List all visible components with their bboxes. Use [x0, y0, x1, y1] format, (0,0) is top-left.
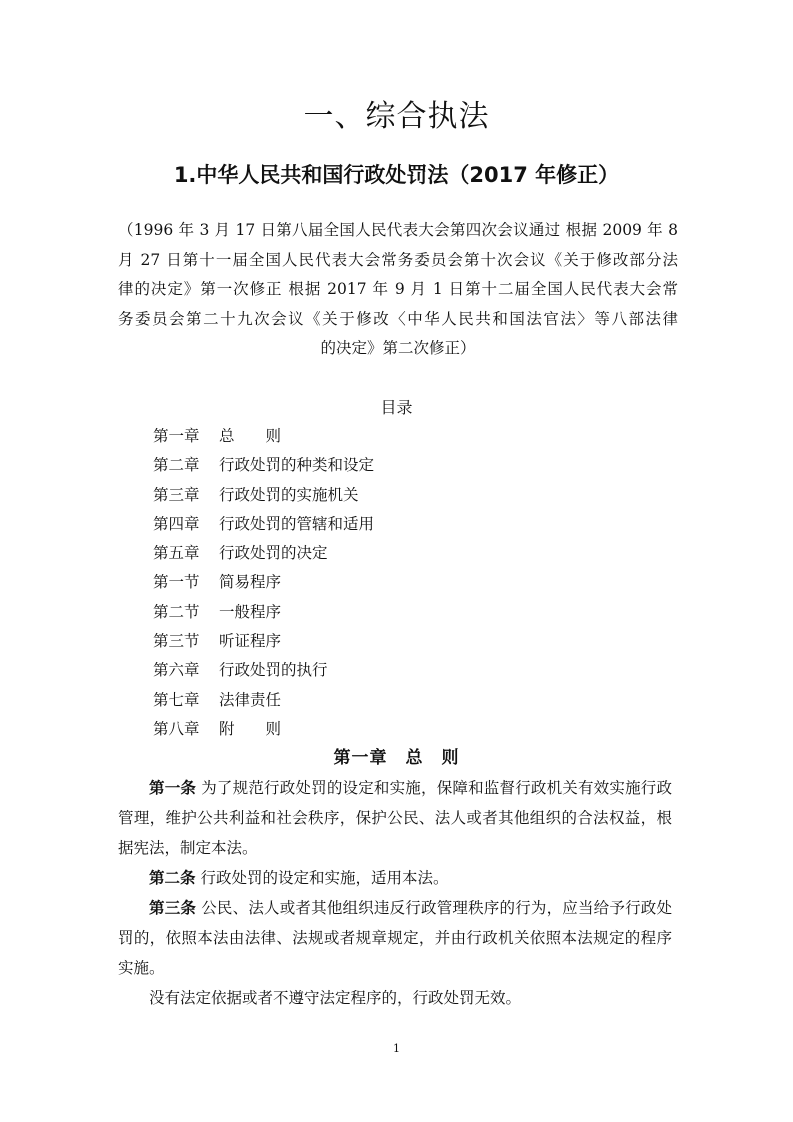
adoption-line: 的决定》第二次修正） [320, 339, 476, 357]
article-paragraph [118, 863, 672, 893]
toc-item [153, 568, 374, 597]
toc-item-number: 第一章 [153, 427, 200, 445]
article-label: 第三条 [149, 898, 197, 917]
article-text: 公民、法人或者其他组织违反行政管理秩序的行为，应当给予行政处罚的，依照本法由法律、法规或者规章规定，并由行政机关依照本法规定的程序实施。 [118, 899, 672, 977]
toc-item-name: 简易程序 [219, 573, 282, 592]
toc-item-number: 第五章 [153, 544, 200, 563]
toc-item-number: 第七章 [153, 690, 200, 709]
toc-item-name: 行政处罚的决定 [219, 544, 328, 563]
toc-item-number: 第一节 [153, 573, 200, 592]
law-title: 1.中华人民共和国行政处罚法（2017 年修正） [173, 163, 620, 187]
toc-item-number: 第八章 [153, 719, 200, 738]
toc-item [153, 422, 374, 451]
article-paragraph [118, 773, 672, 863]
toc-item-name: 听证程序 [219, 632, 282, 651]
adoption-note [118, 216, 678, 364]
section-heading: 一、综合执法 [303, 99, 490, 134]
article-paragraph [118, 983, 672, 1013]
toc-item-number: 第三章 [153, 485, 200, 504]
page-number: 1 [393, 1042, 400, 1055]
toc-item-name: 行政处罚的实施机关 [219, 485, 359, 504]
toc-item [153, 481, 374, 510]
toc-item [153, 627, 374, 656]
toc-item-name: 法律责任 [219, 690, 282, 709]
toc-item-name: 行政处罚的执行 [219, 661, 328, 680]
chapter-body [118, 773, 672, 1013]
toc-item [153, 598, 374, 627]
toc-item [153, 715, 374, 744]
toc-title: 目录 [380, 398, 413, 417]
article-text: 行政处罚的设定和实施，适用本法。 [200, 869, 449, 887]
toc-item-number: 第二节 [153, 602, 200, 621]
article-label: 第二条 [149, 868, 196, 887]
toc-item [153, 686, 374, 715]
toc-item-number: 第四章 [153, 514, 200, 533]
article-paragraph [118, 893, 672, 983]
toc-item-name: 行政处罚的种类和设定 [219, 456, 375, 475]
toc-item [153, 539, 374, 568]
adoption-line: 律的决定》第一次修正 根据 2017 年 9 月 1 日第十二届全国人民代表大会常 [118, 280, 678, 298]
adoption-line: 月 27 日第十一届全国人民代表大会常务委员会第十次会议《关于修改部分法 [118, 250, 678, 269]
toc-item-name: 一般程序 [219, 602, 282, 621]
toc-item-name: 附 则 [219, 719, 282, 738]
article-label: 第一条 [149, 778, 197, 797]
adoption-line: 务委员会第二十九次会议《关于修改〈中华人民共和国法官法〉等八部法律 [118, 309, 678, 328]
toc-item [153, 656, 374, 685]
toc-item-name: 总 则 [219, 427, 282, 445]
toc-item-number: 第二章 [153, 456, 200, 475]
article-text: 没有法定依据或者不遵守法定程序的，行政处罚无效。 [149, 989, 522, 1007]
toc-item-number: 第三节 [153, 632, 200, 651]
toc-item-name: 行政处罚的管辖和适用 [219, 514, 375, 533]
toc-item [153, 451, 374, 480]
toc-item [153, 510, 374, 539]
adoption-line: （1996 年 3 月 17 日第八届全国人民代表大会第四次会议通过 根据 2009 年 8 [118, 221, 678, 239]
chapter-heading: 第一章 总 则 [333, 748, 460, 768]
article-text: 为了规范行政处罚的设定和实施，保障和监督行政机关有效实施行政管理，维护公共利益和社会秩序，保护公民、法人或者其他组织的合法权益，根据宪法，制定本法。 [118, 779, 672, 857]
toc-item-number: 第六章 [153, 661, 200, 680]
table-of-contents [153, 422, 374, 744]
